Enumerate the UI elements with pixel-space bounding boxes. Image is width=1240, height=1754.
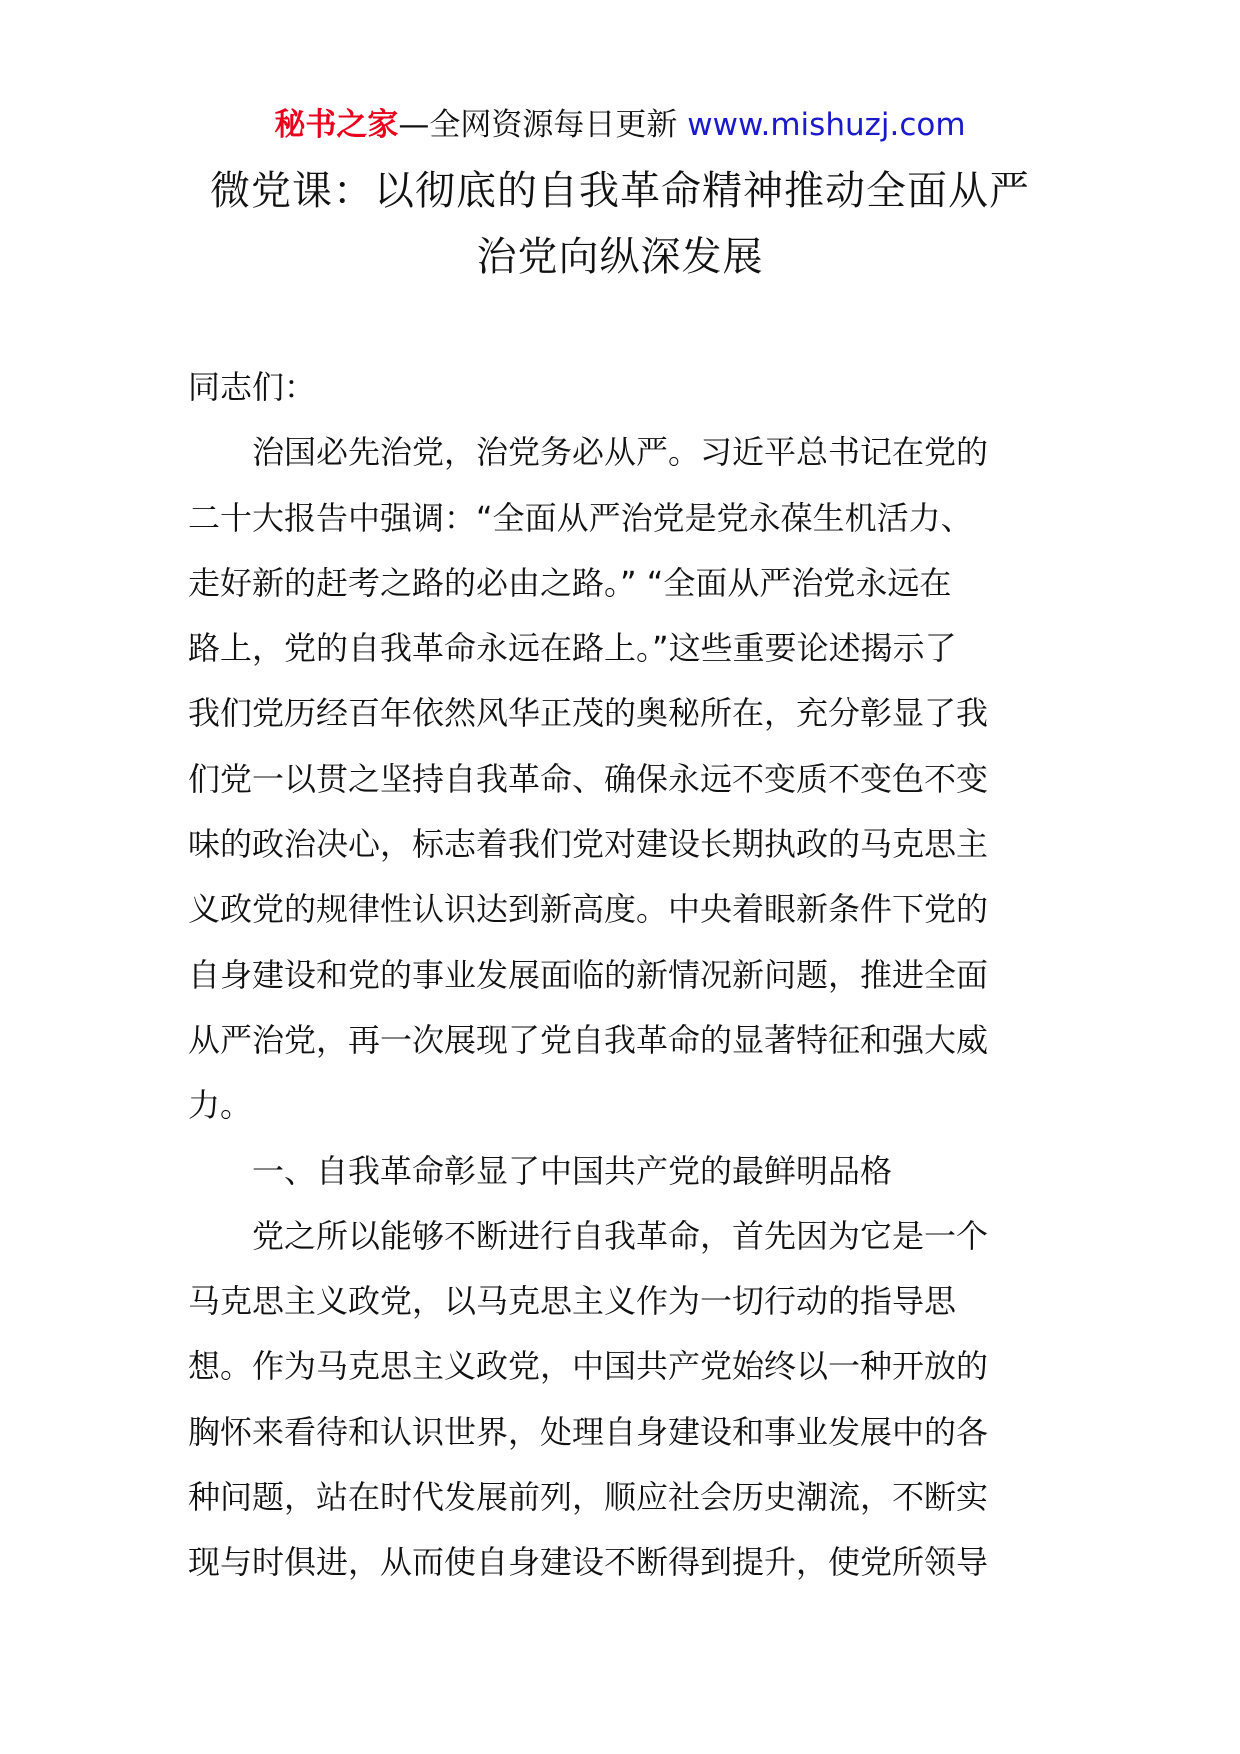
paragraph-line: 们党一以贯之坚持自我革命、确保永远不变质不变色不变 (188, 759, 989, 798)
paragraph-line: 自身建设和党的事业发展面临的新情况新问题，推进全面 (188, 955, 989, 994)
paragraph-line: 现与时俱进，从而使自身建设不断得到提升，使党所领导 (188, 1543, 989, 1582)
paragraph-line: 我们党历经百年依然风华正茂的奥秘所在，充分彰显了我 (188, 694, 989, 733)
paragraph-line: 味的政治决心，标志着我们党对建设长期执政的马克思主 (188, 825, 989, 864)
site-header (0, 98, 1240, 152)
title-line-1: 微党课：以彻底的自我革命精神推动全面从严 (210, 168, 1030, 214)
paragraph-line: 从严治党，再一次展现了党自我革命的显著特征和强大威 (188, 1020, 989, 1059)
paragraph-line: 治国必先治党，治党务必从严。习近平总书记在党的 (252, 433, 989, 472)
paragraph-line: 想。作为马克思主义政党，中国共产党始终以一种开放的 (188, 1347, 989, 1386)
section-heading: 一、自我革命彰显了中国共产党的最鲜明品格 (252, 1151, 893, 1190)
paragraph-line: 二十大报告中强调：“全面从严治党是党永葆生机活力、 (188, 498, 973, 537)
paragraph-line: 种问题，站在时代发展前列，顺应社会历史潮流，不断实 (188, 1478, 989, 1517)
paragraph-line: 义政党的规律性认识达到新高度。中央着眼新条件下党的 (188, 890, 989, 929)
paragraph-line: 马克思主义政党，以马克思主义作为一切行动的指导思 (188, 1282, 957, 1321)
paragraph-line: 胸怀来看待和认识世界，处理自身建设和事业发展中的各 (188, 1412, 989, 1451)
document-title (150, 158, 1090, 290)
brand-name: 秘书之家 (274, 107, 399, 143)
site-url-link[interactable]: www.mishuzj.com (687, 107, 966, 143)
paragraph-line: 路上，党的自我革命永远在路上。”这些重要论述揭示了 (188, 629, 957, 668)
paragraph-line: 走好新的赶考之路的必由之路。” “全面从严治党永远在 (188, 563, 952, 602)
title-line-2: 治党向纵深发展 (476, 234, 764, 280)
paragraph-line: 党之所以能够不断进行自我革命，首先因为它是一个 (252, 1216, 989, 1255)
header-tagline: —全网资源每日更新 (398, 107, 688, 143)
document-body (188, 355, 1056, 1596)
salutation: 同志们： (188, 368, 317, 406)
paragraph-line: 力。 (188, 1086, 253, 1125)
